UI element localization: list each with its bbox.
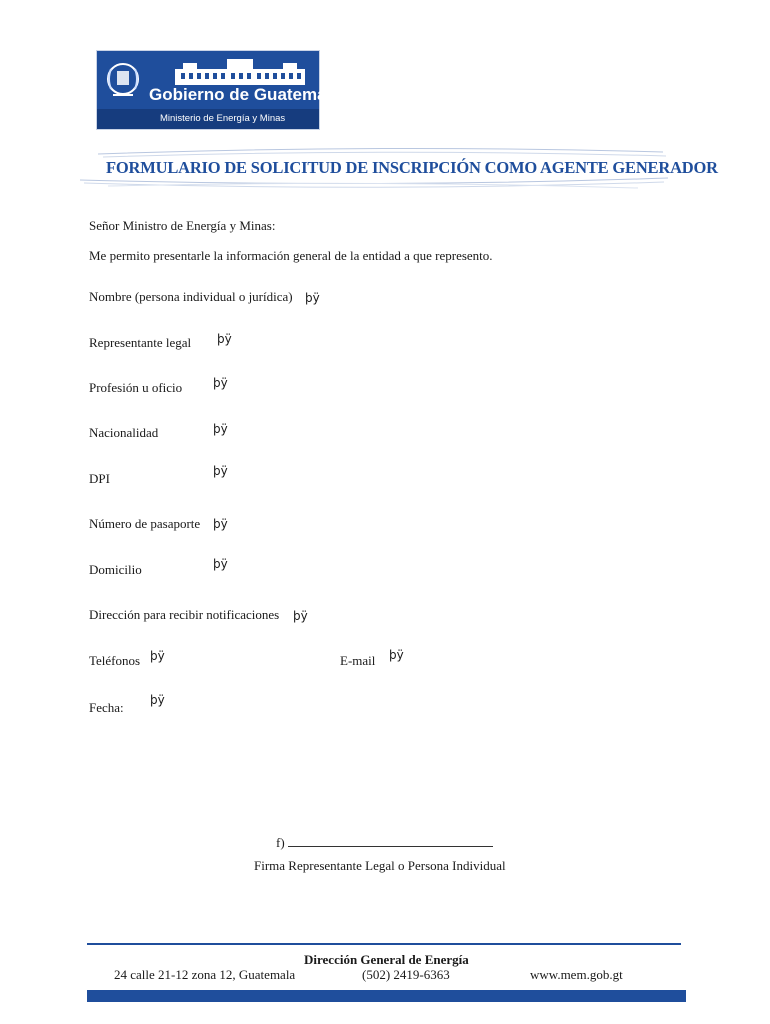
logo-government-text: Gobierno de Guatemala (149, 85, 341, 104)
coat-of-arms-icon (103, 59, 143, 103)
representante-label: Representante legal (89, 335, 192, 350)
telefonos-field[interactable]: þÿ (150, 649, 165, 663)
fecha-field[interactable]: þÿ (150, 693, 165, 707)
form-title: FORMULARIO DE SOLICITUD DE INSCRIPCIÓN COMO AGENTE GENERADOR (106, 158, 718, 177)
profesion-field[interactable]: þÿ (213, 376, 228, 390)
ministry-logo (97, 51, 341, 129)
footer-phone: (502) 2419-6363 (362, 967, 450, 982)
notificaciones-field[interactable]: þÿ (293, 609, 308, 623)
nacionalidad-label: Nacionalidad (89, 425, 159, 440)
form-title-block (78, 142, 718, 194)
salutation: Señor Ministro de Energía y Minas: (89, 218, 276, 233)
footer-org: Dirección General de Energía (304, 952, 469, 967)
pasaporte-field[interactable]: þÿ (213, 517, 228, 531)
representante-field[interactable]: þÿ (217, 332, 232, 346)
dpi-field[interactable]: þÿ (213, 464, 228, 478)
nombre-field[interactable]: þÿ (305, 291, 320, 305)
footer-website[interactable]: www.mem.gob.gt (530, 967, 623, 982)
fecha-label: Fecha: (89, 700, 124, 715)
signature-prefix: f) (276, 835, 285, 850)
domicilio-field[interactable]: þÿ (213, 557, 228, 571)
footer-bar (87, 990, 686, 1002)
profesion-label: Profesión u oficio (89, 380, 183, 395)
logo-ministry-text: Ministerio de Energía y Minas (160, 113, 286, 124)
nombre-label: Nombre (persona individual o jurídica) (89, 289, 293, 304)
signature-caption: Firma Representante Legal o Persona Individual (254, 858, 506, 873)
domicilio-label: Domicilio (89, 562, 142, 577)
footer-address: 24 calle 21-12 zona 12, Guatemala (114, 967, 296, 982)
notificaciones-label: Dirección para recibir notificaciones (89, 607, 280, 622)
dpi-label: DPI (89, 471, 110, 486)
palace-icon (175, 57, 305, 85)
email-field[interactable]: þÿ (389, 648, 404, 662)
pasaporte-label: Número de pasaporte (89, 516, 201, 531)
intro-text: Me permito presentarle la información general de la entidad a que represento. (89, 248, 493, 263)
nacionalidad-field[interactable]: þÿ (213, 422, 228, 436)
signature-line[interactable] (288, 846, 493, 847)
footer-rule (87, 943, 681, 945)
email-label: E-mail (340, 653, 376, 668)
telefonos-label: Teléfonos (89, 653, 141, 668)
